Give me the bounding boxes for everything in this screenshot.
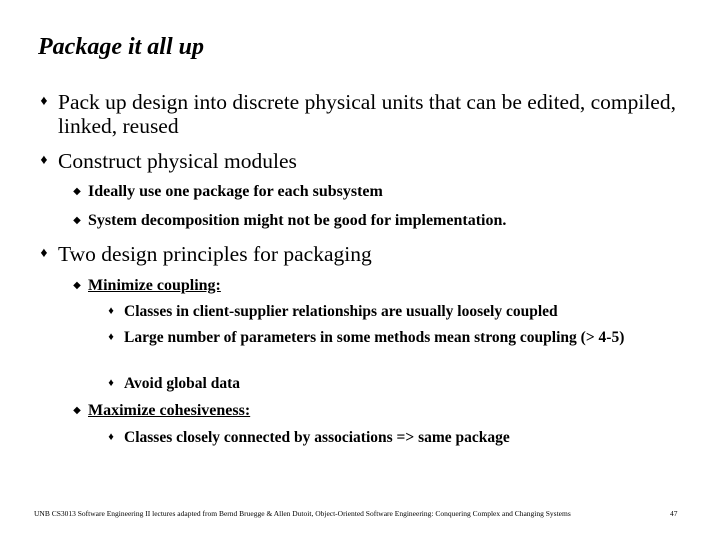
diamond-bullet-icon: ◆ bbox=[73, 215, 81, 226]
bullet-text: Pack up design into discrete physical units that can be edited, compiled, linked, reused bbox=[58, 90, 676, 138]
diamond-bullet-icon: ◆ bbox=[73, 405, 81, 416]
bullet-text: Classes in client-supplier relationships are usually loosely coupled bbox=[124, 303, 558, 320]
diamond-bullet-icon: ◆ bbox=[73, 280, 81, 291]
diamond-bullet-icon: ♦ bbox=[108, 377, 114, 389]
item-many-parameters bbox=[104, 327, 684, 348]
bullet-pack-up-design bbox=[36, 90, 696, 138]
diamond-bullet-icon: ♦ bbox=[108, 331, 114, 343]
page-number: 47 bbox=[670, 509, 678, 518]
bullet-text: Construct physical modules bbox=[58, 149, 297, 173]
diamond-bullet-icon: ◆ bbox=[73, 186, 81, 197]
bullet-text: Ideally use one package for each subsystem bbox=[88, 183, 383, 200]
diamond-bullet-icon: ♦ bbox=[40, 153, 48, 168]
item-client-supplier bbox=[104, 301, 684, 322]
bullet-text: Maximize cohesiveness: bbox=[88, 402, 251, 419]
slide-title: Package it all up bbox=[38, 34, 204, 60]
bullet-construct-modules bbox=[36, 149, 696, 173]
item-avoid-global-data bbox=[104, 373, 684, 394]
bullet-text: Minimize coupling: bbox=[88, 277, 221, 294]
slide-footer: UNB CS3013 Software Engineering II lectures adapted from Bernd Bruegge & Allen Dutoit, Object-Oriented Software Engineering: Conquering Complex and Changing Systems bbox=[34, 509, 571, 518]
bullet-text: Classes closely connected by associations => same package bbox=[124, 429, 510, 446]
bullet-text: Large number of parameters in some methods mean strong coupling (> 4-5) bbox=[124, 329, 625, 346]
bullet-two-principles bbox=[36, 242, 696, 266]
bullet-text: Two design principles for packaging bbox=[58, 242, 372, 266]
sub-bullet-decomposition bbox=[70, 210, 690, 232]
bullet-text: Avoid global data bbox=[124, 375, 240, 392]
sub-bullet-one-package bbox=[70, 181, 690, 203]
diamond-bullet-icon: ♦ bbox=[108, 431, 114, 443]
diamond-bullet-icon: ♦ bbox=[40, 246, 48, 261]
sub-bullet-minimize-coupling bbox=[70, 275, 690, 297]
diamond-bullet-icon: ♦ bbox=[108, 305, 114, 317]
diamond-bullet-icon: ♦ bbox=[40, 94, 48, 109]
sub-bullet-maximize-cohesiveness bbox=[70, 400, 690, 422]
item-closely-connected bbox=[104, 427, 684, 448]
bullet-text: System decomposition might not be good for implementation. bbox=[88, 212, 507, 229]
